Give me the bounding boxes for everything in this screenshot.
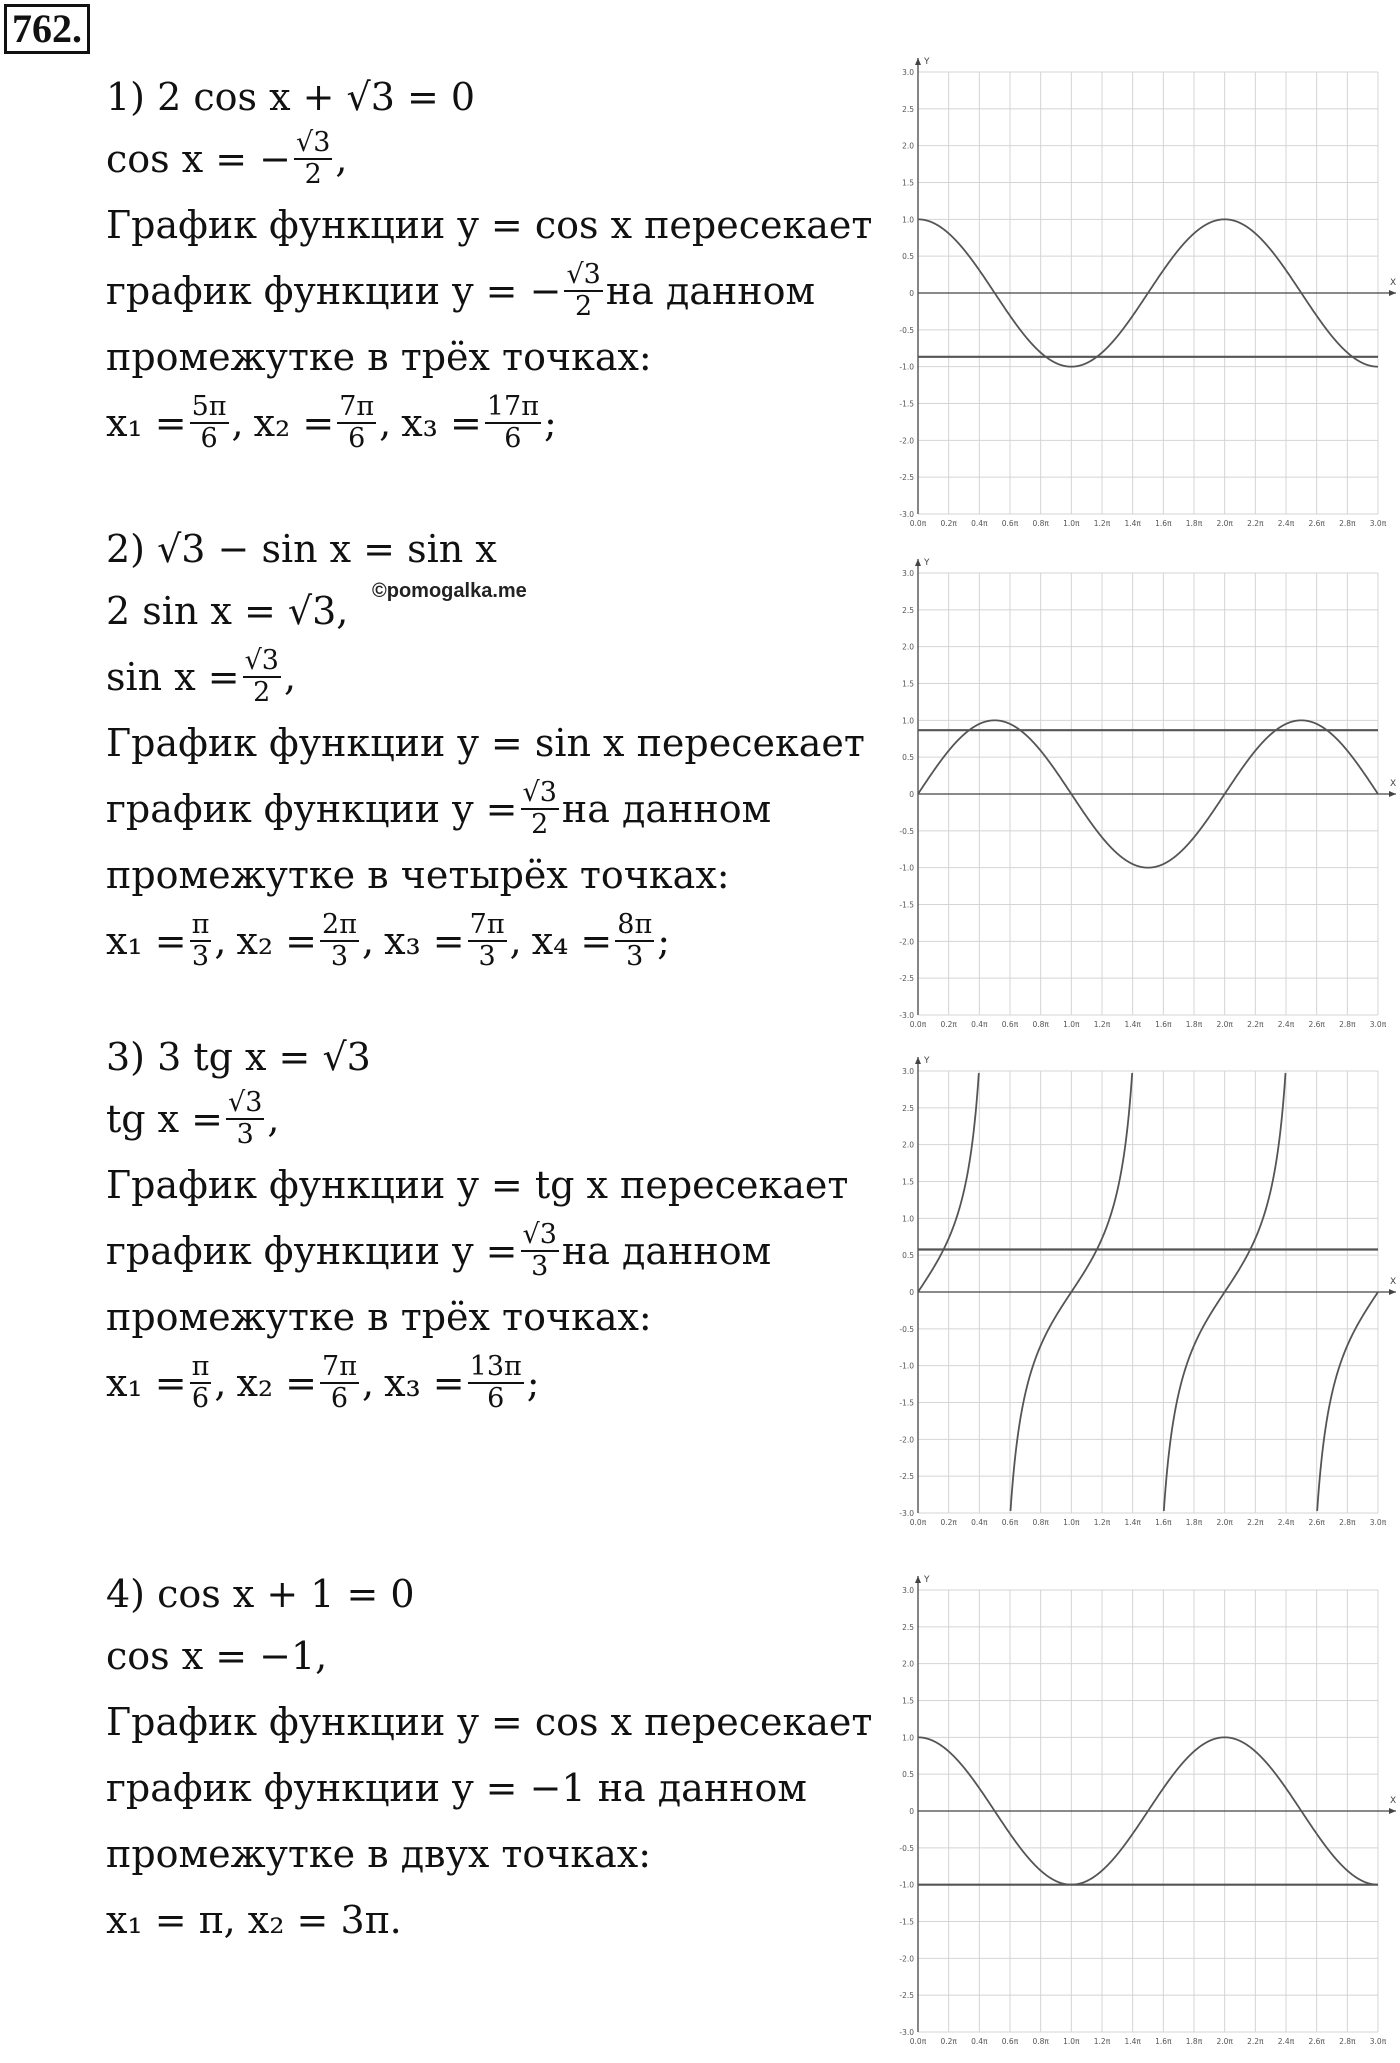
root-separator: , <box>231 401 244 445</box>
line-text: cos x = −1, <box>106 1634 328 1678</box>
line-text: График функции y = sin x пересекает <box>106 721 865 765</box>
x-tick-label: 1.8π <box>1185 2037 1203 2046</box>
y-tick-label: -1.5 <box>899 399 914 409</box>
solution-line <box>106 1565 826 1623</box>
x-tick-label: 0.6π <box>1001 519 1019 528</box>
line-text-right: на данном <box>561 787 772 831</box>
y-tick-label: -2.5 <box>899 1472 914 1482</box>
y-tick-label: 0.5 <box>902 1770 914 1780</box>
y-tick-label: 2.0 <box>902 642 914 652</box>
x-tick-label: 0.8π <box>1032 1020 1049 1029</box>
x-tick-label: 2.6π <box>1308 1518 1325 1527</box>
x-tick-label: 0.2π <box>940 519 957 528</box>
fraction-denominator: 3 <box>531 1251 549 1282</box>
line-text-right: , <box>335 137 348 181</box>
fraction-denominator: 2 <box>304 159 322 190</box>
y-tick-label: 3.0 <box>902 68 914 77</box>
solution-line <box>106 1821 826 1887</box>
x-tick-label: 2.4π <box>1277 1518 1295 1527</box>
y-tick-label: -0.5 <box>899 1843 914 1853</box>
x-tick-label: 0.8π <box>1032 1518 1049 1527</box>
x-tick-label: 0.8π <box>1032 519 1049 528</box>
solution-line <box>106 390 826 456</box>
root-separator: ; <box>657 919 671 963</box>
x-tick-label: 0.8π <box>1032 2037 1049 2046</box>
solution-line <box>106 1284 826 1350</box>
problem-number: 762. <box>4 4 90 54</box>
x-tick-label: 1.2π <box>1093 1518 1111 1527</box>
solution-line <box>106 1350 826 1416</box>
solution-part-4 <box>106 1565 873 1953</box>
y-tick-label: 2.5 <box>902 605 914 615</box>
fraction-numerator: π <box>191 1351 210 1383</box>
fraction <box>521 1220 559 1281</box>
fraction-numerator: 17π <box>486 391 539 423</box>
x-tick-label: 0.0π <box>909 1518 927 1527</box>
fraction-denominator: 6 <box>330 1383 349 1414</box>
y-tick-label: -3.0 <box>899 510 914 519</box>
x-tick-label: 1.0π <box>1063 2037 1080 2046</box>
solution-line <box>106 710 865 776</box>
y-tick-label: 2.0 <box>902 141 914 151</box>
x-tick-label: 2.8π <box>1339 1518 1356 1527</box>
y-tick-label: -0.5 <box>899 826 914 836</box>
fraction-denominator: 6 <box>348 423 366 454</box>
fraction <box>615 910 654 971</box>
y-tick-label: -1.5 <box>899 1398 914 1408</box>
x-tick-label: 2.4π <box>1277 1020 1295 1029</box>
solution-part-3 <box>106 1028 849 1416</box>
solution-line <box>106 1152 849 1218</box>
x-tick-label: 2.4π <box>1277 519 1295 528</box>
solution-part-2 <box>106 520 865 974</box>
root-separator: , <box>379 401 392 445</box>
fraction-numerator: √3 <box>228 1087 263 1119</box>
chart-3 <box>890 1051 1400 1541</box>
fraction-numerator: 13π <box>469 1351 522 1383</box>
fraction-denominator: 3 <box>478 941 496 972</box>
y-tick-label: 2.5 <box>902 1622 914 1632</box>
y-tick-label: -3.0 <box>899 1509 914 1518</box>
y-tick-label: 0 <box>909 1807 914 1816</box>
line-text: 4) cos x + 1 = 0 <box>106 1572 415 1616</box>
y-tick-label: 1.0 <box>902 1214 914 1224</box>
x-tick-label: 0.0π <box>909 2037 927 2046</box>
x-tick-label: 2.2π <box>1247 1518 1264 1527</box>
x-tick-label: 1.2π <box>1093 1020 1111 1029</box>
x-tick-label: 0.4π <box>971 1518 988 1527</box>
y-tick-label: 0.5 <box>902 252 914 262</box>
fraction <box>243 646 281 707</box>
fraction-denominator: 3 <box>191 941 210 972</box>
x-tick-label: 1.4π <box>1124 1518 1141 1527</box>
x-tick-label: 0.2π <box>940 2037 957 2046</box>
chart-svg <box>890 1570 1400 2060</box>
fraction-denominator: 6 <box>191 1383 210 1414</box>
x-axis-arrow <box>1389 1289 1396 1295</box>
x-tick-label: 1.2π <box>1093 519 1111 528</box>
line-text: график функции y = −1 на данном <box>106 1766 807 1810</box>
x-tick-label: 0.0π <box>909 519 927 528</box>
y-axis-label: Y <box>924 57 930 67</box>
x-tick-label: 2.2π <box>1247 519 1264 528</box>
y-tick-label: 3.0 <box>902 569 914 578</box>
y-tick-label: 2.0 <box>902 1659 914 1669</box>
x-tick-label: 1.6π <box>1155 1020 1172 1029</box>
x-tick-label: 2.0π <box>1216 2037 1233 2046</box>
y-tick-label: -1.0 <box>899 863 914 873</box>
y-tick-label: -1.5 <box>899 1917 914 1927</box>
watermark: ©pomogalka.me <box>372 580 527 602</box>
line-text-right: на данном <box>561 1229 772 1273</box>
x-axis-label: X <box>1390 1796 1397 1806</box>
root-label: x₁ = <box>106 919 187 963</box>
y-tick-label: -1.0 <box>899 1880 914 1890</box>
root-label: x₃ = <box>384 919 465 963</box>
fraction-denominator: 3 <box>236 1119 254 1150</box>
x-tick-label: 2.8π <box>1339 519 1356 528</box>
fraction-numerator: √3 <box>522 1219 557 1251</box>
fraction <box>190 392 229 453</box>
x-axis-label: X <box>1390 278 1397 288</box>
y-tick-label: 2.5 <box>902 1103 914 1113</box>
solution-line <box>106 520 826 578</box>
y-tick-label: -3.0 <box>899 1011 914 1020</box>
x-tick-label: 1.0π <box>1063 1020 1080 1029</box>
x-tick-label: 0.4π <box>971 519 988 528</box>
line-text: x₁ = π, x₂ = 3π. <box>106 1898 402 1942</box>
y-tick-label: 1.0 <box>902 716 914 726</box>
x-tick-label: 1.4π <box>1124 1020 1141 1029</box>
y-axis-arrow <box>915 1576 921 1583</box>
solution-line <box>106 1086 826 1152</box>
fraction-numerator: 8π <box>617 909 653 941</box>
x-tick-label: 2.2π <box>1247 1020 1264 1029</box>
chart-svg <box>890 553 1400 1043</box>
x-tick-label: 1.2π <box>1093 2037 1111 2046</box>
y-tick-label: -3.0 <box>899 2028 914 2037</box>
solution-line <box>106 578 826 644</box>
fraction-numerator: 7π <box>339 391 375 423</box>
x-tick-label: 0.4π <box>971 1020 988 1029</box>
fraction-denominator: 6 <box>504 423 522 454</box>
line-text: промежутке в четырёх точках: <box>106 853 730 897</box>
line-text-left: график функции y = <box>106 1229 518 1273</box>
x-tick-label: 2.0π <box>1216 1518 1233 1527</box>
line-text-left: cos x = − <box>106 137 292 181</box>
y-tick-label: -2.5 <box>899 473 914 483</box>
line-text: График функции y = tg x пересекает <box>106 1163 849 1207</box>
y-tick-label: 2.5 <box>902 104 914 114</box>
x-tick-label: 1.4π <box>1124 519 1141 528</box>
root-label: x₄ = <box>531 919 613 963</box>
y-tick-label: -2.0 <box>899 436 914 446</box>
solution-part-1 <box>106 68 873 456</box>
root-label: x₁ = <box>106 1361 187 1405</box>
root-label: x₃ = <box>401 401 482 445</box>
root-label: x₂ = <box>236 919 318 963</box>
root-separator: , <box>361 919 375 963</box>
line-text-left: tg x = <box>106 1097 224 1141</box>
line-text-right: на данном <box>605 269 816 313</box>
x-tick-label: 3.0π <box>1369 519 1387 528</box>
x-tick-label: 0.4π <box>971 2037 988 2046</box>
y-tick-label: -1.0 <box>899 362 914 372</box>
chart-svg <box>890 52 1400 542</box>
line-text: 3) 3 tg x = √3 <box>106 1035 371 1079</box>
line-text: промежутке в трёх точках: <box>106 1295 652 1339</box>
x-tick-label: 1.6π <box>1155 519 1172 528</box>
fraction <box>564 260 602 321</box>
x-tick-label: 3.0π <box>1369 1518 1387 1527</box>
solution-line <box>106 258 826 324</box>
y-tick-label: 0 <box>909 790 914 799</box>
solution-line <box>106 324 826 390</box>
x-tick-label: 1.4π <box>1124 2037 1141 2046</box>
y-tick-label: 2.0 <box>902 1140 914 1150</box>
fraction-numerator: π <box>191 909 210 941</box>
y-tick-label: -2.0 <box>899 937 914 947</box>
x-tick-label: 3.0π <box>1369 1020 1387 1029</box>
fraction <box>337 392 376 453</box>
y-axis-arrow <box>915 1057 921 1064</box>
y-tick-label: -2.0 <box>899 1954 914 1964</box>
x-tick-label: 2.6π <box>1308 2037 1325 2046</box>
solution-line <box>106 1887 826 1953</box>
x-tick-label: 0.2π <box>940 1020 957 1029</box>
y-axis-label: Y <box>924 558 930 568</box>
chart-2 <box>890 553 1400 1043</box>
fraction <box>468 910 507 971</box>
fraction-numerator: 2π <box>322 909 357 941</box>
y-tick-label: -0.5 <box>899 325 914 335</box>
line-text: 1) 2 cos x + √3 = 0 <box>106 75 476 119</box>
root-separator: ; <box>543 401 557 445</box>
solution-line <box>106 908 826 974</box>
x-tick-label: 2.8π <box>1339 1020 1356 1029</box>
y-tick-label: 1.5 <box>902 178 914 188</box>
x-tick-label: 1.0π <box>1063 519 1080 528</box>
y-tick-label: 1.5 <box>902 1696 914 1706</box>
fraction-denominator: 3 <box>626 941 644 972</box>
y-axis-arrow <box>915 58 921 65</box>
solution-line <box>106 68 826 126</box>
x-axis-arrow <box>1389 290 1396 296</box>
line-text-right: , <box>283 655 297 699</box>
chart-1 <box>890 52 1400 542</box>
fraction <box>226 1088 264 1149</box>
x-tick-label: 1.8π <box>1185 1020 1203 1029</box>
line-text-left: sin x = <box>106 655 240 699</box>
solution-line <box>106 1218 826 1284</box>
fraction <box>294 128 332 189</box>
x-tick-label: 2.2π <box>1247 2037 1264 2046</box>
x-tick-label: 1.8π <box>1185 519 1203 528</box>
x-tick-label: 0.0π <box>909 1020 927 1029</box>
x-tick-label: 0.6π <box>1001 1020 1019 1029</box>
x-tick-label: 3.0π <box>1369 2037 1387 2046</box>
fraction <box>190 1352 212 1413</box>
x-tick-label: 0.6π <box>1001 2037 1019 2046</box>
y-tick-label: 1.5 <box>902 679 914 689</box>
y-tick-label: -1.5 <box>899 900 914 910</box>
root-label: x₁ = <box>106 401 187 445</box>
y-tick-label: 0.5 <box>902 753 914 763</box>
root-separator: , <box>361 1361 375 1405</box>
fraction-denominator: 2 <box>531 809 549 840</box>
root-label: x₃ = <box>384 1361 465 1405</box>
line-text: промежутке в трёх точках: <box>106 335 652 379</box>
solution-line <box>106 776 826 842</box>
y-tick-label: -1.0 <box>899 1361 914 1371</box>
fraction-denominator: 2 <box>575 291 593 322</box>
y-tick-label: -2.5 <box>899 974 914 984</box>
x-axis-label: X <box>1390 779 1397 789</box>
y-axis-label: Y <box>924 1056 930 1066</box>
y-tick-label: -2.5 <box>899 1991 914 2001</box>
x-tick-label: 2.6π <box>1308 519 1325 528</box>
fraction-numerator: 7π <box>322 1351 357 1383</box>
y-tick-label: 1.0 <box>902 1733 914 1743</box>
solution-line <box>106 1623 826 1689</box>
fraction-numerator: √3 <box>244 645 279 677</box>
x-tick-label: 2.6π <box>1308 1020 1325 1029</box>
fraction-denominator: 6 <box>487 1383 505 1414</box>
line-text: промежутке в двух точках: <box>106 1832 652 1876</box>
fraction <box>468 1352 524 1413</box>
root-separator: , <box>509 919 522 963</box>
fraction-numerator: √3 <box>296 127 331 159</box>
chart-svg <box>890 1051 1400 1541</box>
x-tick-label: 1.6π <box>1155 1518 1172 1527</box>
fraction-denominator: 2 <box>253 677 271 708</box>
x-axis-label: X <box>1390 1277 1397 1287</box>
x-tick-label: 2.4π <box>1277 2037 1295 2046</box>
fraction <box>485 392 541 453</box>
fraction <box>521 778 559 839</box>
root-label: x₂ = <box>253 401 335 445</box>
root-separator: , <box>214 919 227 963</box>
x-tick-label: 2.8π <box>1339 2037 1356 2046</box>
y-tick-label: 3.0 <box>902 1067 914 1076</box>
solution-line <box>106 1028 826 1086</box>
fraction-numerator: 5π <box>191 391 227 423</box>
x-axis-arrow <box>1389 1808 1396 1814</box>
x-tick-label: 1.8π <box>1185 1518 1203 1527</box>
chart-4 <box>890 1570 1400 2060</box>
y-tick-label: 1.5 <box>902 1177 914 1187</box>
y-tick-label: 0 <box>909 1288 914 1297</box>
y-tick-label: -0.5 <box>899 1324 914 1334</box>
root-separator: , <box>214 1361 227 1405</box>
fraction-numerator: √3 <box>522 777 557 809</box>
solution-line <box>106 126 826 192</box>
line-text: График функции y = cos x пересекает <box>106 1700 873 1744</box>
y-axis-label: Y <box>924 1575 930 1585</box>
y-axis-arrow <box>915 559 921 566</box>
solution-line <box>106 644 826 710</box>
x-tick-label: 1.0π <box>1063 1518 1080 1527</box>
solution-line <box>106 1689 873 1755</box>
fraction <box>190 910 212 971</box>
line-text: 2 sin x = √3, <box>106 589 349 633</box>
x-tick-label: 2.0π <box>1216 519 1233 528</box>
x-tick-label: 2.0π <box>1216 1020 1233 1029</box>
x-tick-label: 0.6π <box>1001 1518 1019 1527</box>
y-tick-label: -2.0 <box>899 1435 914 1445</box>
y-tick-label: 3.0 <box>902 1586 914 1595</box>
fraction-numerator: √3 <box>566 259 601 291</box>
solution-line <box>106 842 826 908</box>
x-tick-label: 0.2π <box>940 1518 957 1527</box>
y-tick-label: 1.0 <box>902 215 914 225</box>
solution-line <box>106 192 873 258</box>
line-text-right: , <box>267 1097 280 1141</box>
x-tick-label: 1.6π <box>1155 2037 1172 2046</box>
root-label: x₂ = <box>236 1361 318 1405</box>
fraction-denominator: 3 <box>330 941 349 972</box>
fraction <box>320 910 359 971</box>
y-tick-label: 0.5 <box>902 1251 914 1261</box>
y-tick-label: 0 <box>909 289 914 298</box>
line-text: 2) √3 − sin x = sin x <box>106 527 497 571</box>
line-text: График функции y = cos x пересекает <box>106 203 873 247</box>
fraction-numerator: 7π <box>469 909 505 941</box>
x-axis-arrow <box>1389 791 1396 797</box>
line-text-left: график функции y = − <box>106 269 562 313</box>
root-separator: ; <box>526 1361 540 1405</box>
fraction <box>320 1352 359 1413</box>
fraction-denominator: 6 <box>200 423 218 454</box>
line-text-left: график функции y = <box>106 787 518 831</box>
solution-line <box>106 1755 826 1821</box>
